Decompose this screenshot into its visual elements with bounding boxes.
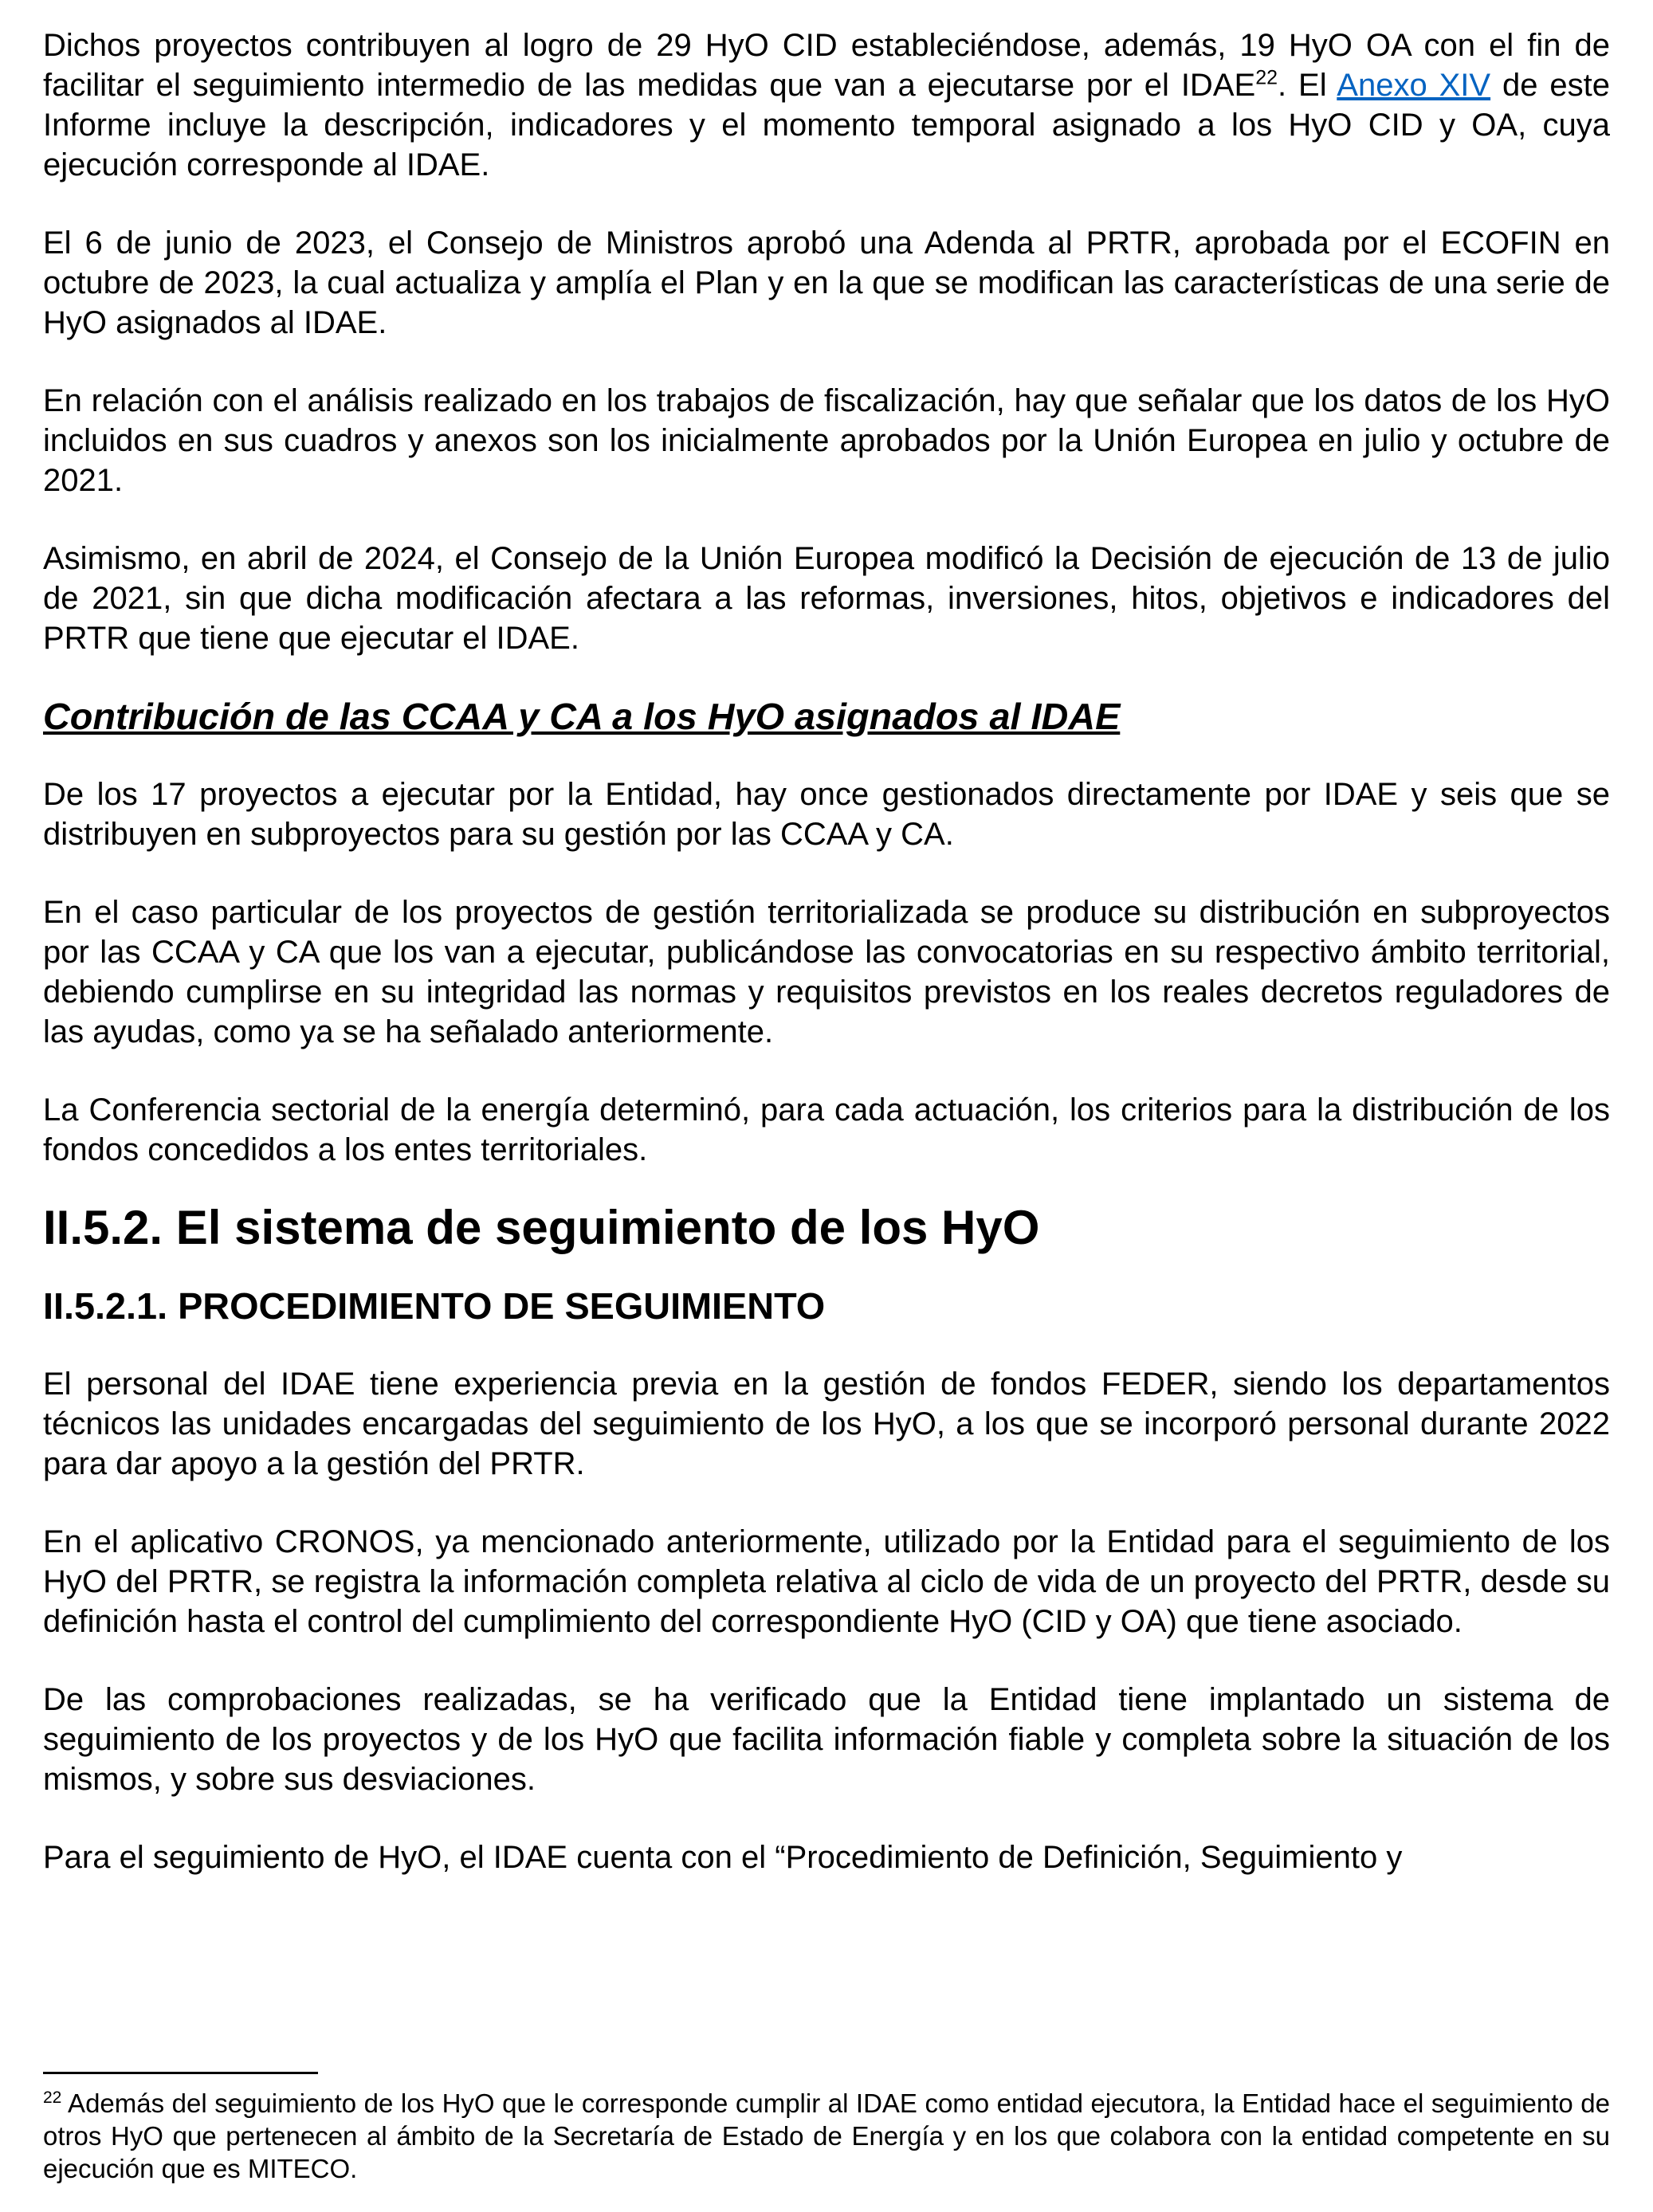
- paragraph-comprobaciones: De las comprobaciones realizadas, se ha verificado que la Entidad tiene implantado un sistema de seguimiento de los proyectos y de los HyO que facilita información fiable y completa sobre la situación de los mismos, y sobre sus desviaciones.: [43, 1682, 1610, 1797]
- subsection-heading-ii-5-2-1: II.5.2.1. PROCEDIMIENTO DE SEGUIMIENTO: [43, 1285, 826, 1327]
- paragraph-conferencia-sectorial: La Conferencia sectorial de la energía determinó, para cada actuación, los criterios para la distribución de los fondos concedidos a los entes territoriales.: [43, 1092, 1610, 1167]
- footnote-section: [43, 2072, 1610, 2185]
- paragraph-proyectos-hyo-text-2: . El: [1278, 68, 1337, 103]
- footnote-reference-22[interactable]: 22: [1255, 66, 1278, 89]
- paragraph-procedimiento-definicion: Para el seguimiento de HyO, el IDAE cuenta con el “Procedimiento de Definición, Seguimiento y: [43, 1840, 1403, 1875]
- paragraph-proyectos-hyo-text-3: de este Informe incluye la descripción, indicadores y el momento temporal asignado a los HyO CID y OA, cuya ejecución corresponde al IDAE.: [43, 68, 1610, 182]
- paragraph-adenda-prtr: El 6 de junio de 2023, el Consejo de Ministros aprobó una Adenda al PRTR, aprobada por el ECOFIN en octubre de 2023, la cual actualiza y amplía el Plan y en la que se modifican las características de una serie de HyO asignados al IDAE.: [43, 226, 1610, 340]
- paragraph-proyectos-hyo-text-1: Dichos proyectos contribuyen al logro de 29 HyO CID estableciéndose, además, 19 HyO OA con el fin de facilitar el seguimiento intermedio de las medidas que van a ejecutarse por el IDAE: [43, 28, 1610, 103]
- paragraph-proyectos-hyo: [43, 25, 1610, 185]
- paragraph-decision-ejecucion: Asimismo, en abril de 2024, el Consejo de la Unión Europea modificó la Decisión de ejecución de 13 de julio de 2021, sin que dicha modificación afectara a las reformas, inversiones, hitos, objetivos e indicadores del PRTR que tiene que ejecutar el IDAE.: [43, 541, 1610, 656]
- paragraph-aplicativo-cronos: En el aplicativo CRONOS, ya mencionado anteriormente, utilizado por la Entidad para el seguimiento de los HyO del PRTR, se registra la información completa relativa al ciclo de vida de un proyecto del PRTR, desde su definición hasta el control del cumplimiento del correspondiente HyO (CID y OA) que tiene asociado.: [43, 1524, 1610, 1639]
- footnote-22-number: 22: [43, 2088, 62, 2107]
- paragraph-gestion-territorializada: En el caso particular de los proyectos de gestión territorializada se produce su distribución en subproyectos por las CCAA y CA que los van a ejecutar, publicándose las convocatorias en su respectivo ámbito territorial, debiendo cumplirse en su integridad las normas y requisitos previstos en los reales decretos reguladores de las ayudas, como ya se ha señalado anteriormente.: [43, 895, 1610, 1049]
- heading-contribucion-ccaa: Contribución de las CCAA y CA a los HyO asignados al IDAE: [43, 696, 1121, 737]
- footnote-22-text: Además del seguimiento de los HyO que le corresponde cumplir al IDAE como entidad ejecutora, la Entidad hace el seguimiento de otros HyO que pertenecen al ámbito de la Secretaría de Estado de Energía y en los que colabora con la entidad competente en su ejecución que es MITECO.: [43, 2088, 1610, 2183]
- paragraph-17-proyectos: De los 17 proyectos a ejecutar por la Entidad, hay once gestionados directamente por IDAE y seis que se distribuyen en subproyectos para su gestión por las CCAA y CA.: [43, 777, 1610, 852]
- anexo-xiv-link[interactable]: Anexo XIV: [1337, 68, 1491, 103]
- paragraph-analisis-fiscalizacion: En relación con el análisis realizado en los trabajos de fiscalización, hay que señalar que los datos de los HyO incluidos en sus cuadros y anexos son los inicialmente aprobados por la Unión Europea en julio y octubre de 2021.: [43, 383, 1610, 498]
- paragraph-personal-idae: El personal del IDAE tiene experiencia previa en la gestión de fondos FEDER, siendo los departamentos técnicos las unidades encargadas del seguimiento de los HyO, a los que se incorporó personal durante 2022 para dar apoyo a la gestión del PRTR.: [43, 1367, 1610, 1481]
- section-heading-ii-5-2: II.5.2. El sistema de seguimiento de los HyO: [43, 1201, 1040, 1254]
- footnote-separator-rule: [43, 2072, 318, 2074]
- footnote-22: [43, 2087, 1610, 2185]
